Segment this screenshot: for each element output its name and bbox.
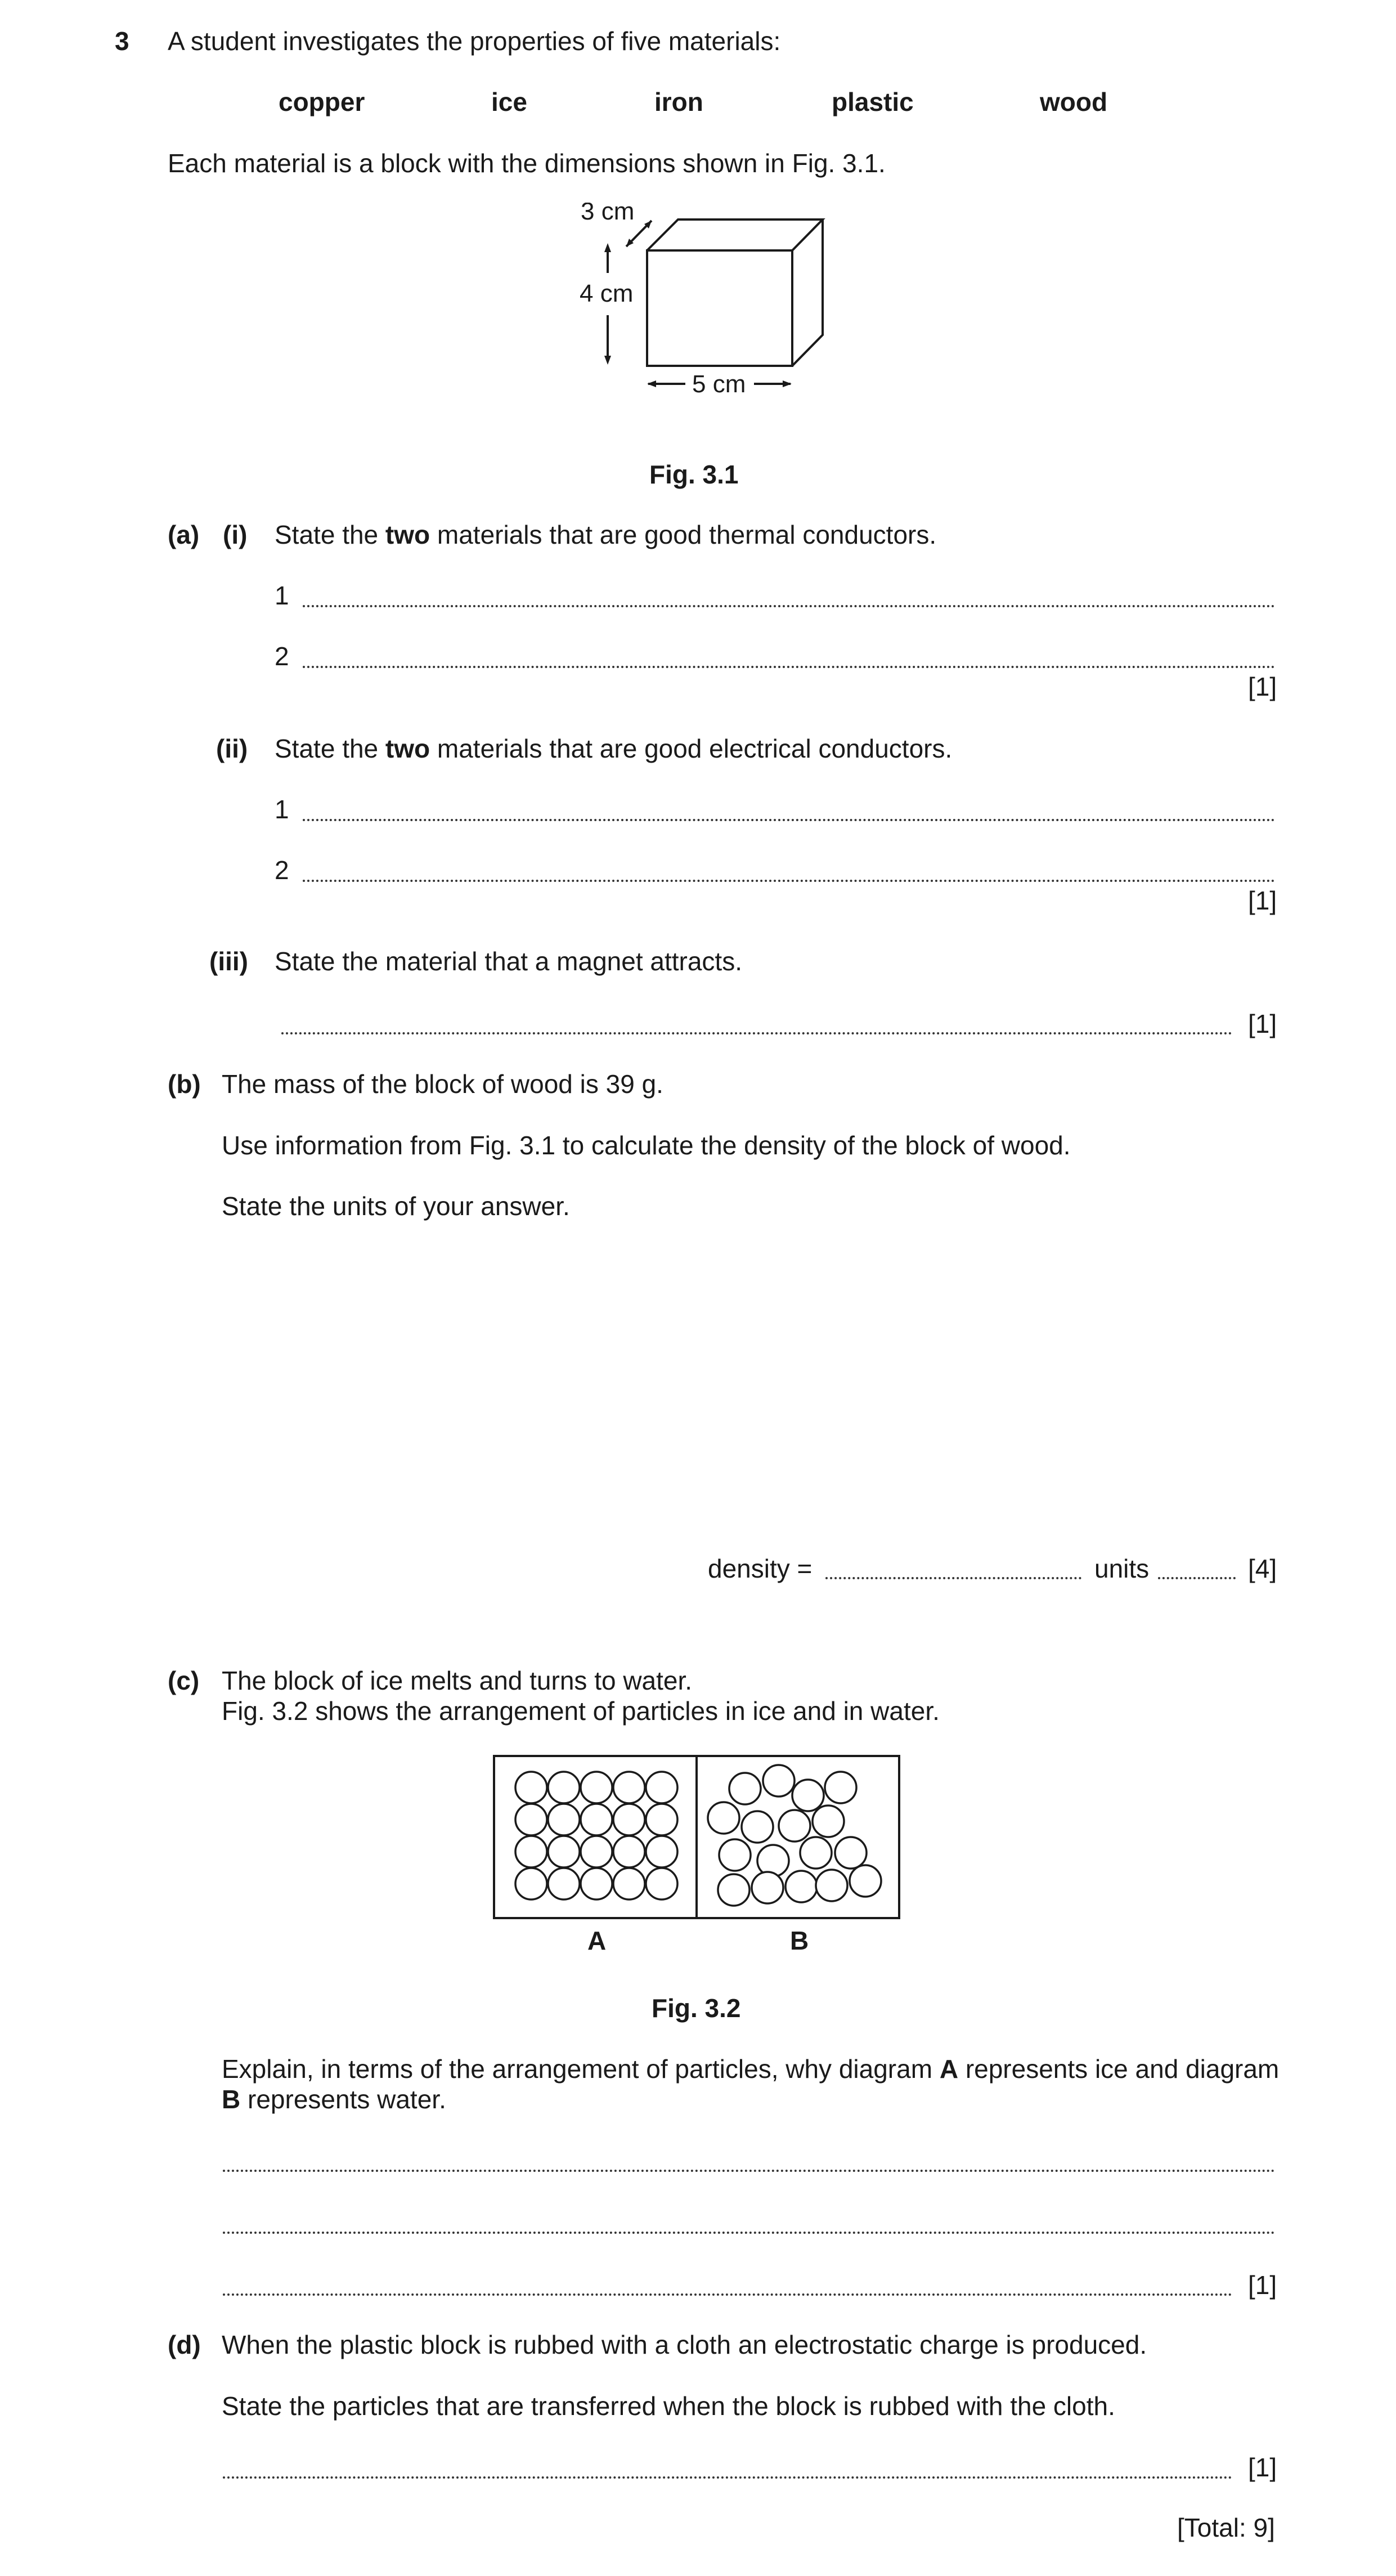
ice-particle [581, 1772, 612, 1803]
part-a-ii-line1-number: 1 [275, 795, 289, 824]
water-particle [792, 1780, 824, 1811]
part-a-i-line2-number: 2 [275, 642, 289, 671]
material-wood: wood [1040, 87, 1108, 117]
part-c-explain-line1: Explain, in terms of the arrangement of particles, why diagram A represents ice and diagram [222, 2054, 1280, 2084]
ice-particle [646, 1868, 677, 1899]
water-particle [779, 1810, 810, 1842]
part-a-label: (a) [168, 520, 200, 549]
ice-particle [613, 1772, 645, 1803]
water-particle [719, 1839, 751, 1871]
material-copper: copper [279, 87, 365, 117]
units-label: units [1094, 1554, 1150, 1583]
units-answer[interactable] [1158, 1577, 1236, 1579]
part-b-line2: Use information from Fig. 3.1 to calculate the density of the block of wood. [222, 1131, 1071, 1160]
part-d-label: (d) [168, 2330, 201, 2359]
part-c-answer-2[interactable] [223, 2232, 1275, 2234]
height-label: 4 cm [580, 280, 634, 307]
part-a-i-marks: [1] [1248, 672, 1277, 701]
part-a-ii-label: (ii) [216, 734, 248, 763]
block-front-face [647, 250, 792, 366]
fig-3-2-particle-diagram [493, 1755, 901, 1921]
water-particle [729, 1773, 761, 1804]
part-a-iii-answer[interactable] [281, 1032, 1232, 1034]
total-marks: [Total: 9] [1177, 2513, 1275, 2542]
ice-particle [515, 1804, 547, 1835]
part-b-line1: The mass of the block of wood is 39 g. [222, 1069, 663, 1099]
water-particle [708, 1802, 739, 1834]
part-b-label: (b) [168, 1069, 201, 1099]
ice-particle [515, 1868, 547, 1899]
part-a-ii-marks: [1] [1248, 886, 1277, 915]
ice-particle [515, 1836, 547, 1867]
ice-particle [581, 1868, 612, 1899]
ice-particle [646, 1804, 677, 1835]
part-c-label: (c) [168, 1666, 200, 1695]
ice-particle [515, 1772, 547, 1803]
diagram-b-label: B [790, 1926, 809, 1955]
diagram-a-label: A [587, 1926, 607, 1955]
part-d-marks: [1] [1248, 2453, 1277, 2482]
block-side-face [792, 219, 823, 366]
part-c-answer-3[interactable] [223, 2293, 1232, 2296]
water-particle [742, 1811, 773, 1843]
part-c-line2: Fig. 3.2 shows the arrangement of particles in ice and in water. [222, 1696, 940, 1726]
water-particle [813, 1806, 844, 1837]
water-particle [800, 1837, 832, 1869]
ice-particle [646, 1836, 677, 1867]
block-description: Each material is a block with the dimensions shown in Fig. 3.1. [168, 149, 886, 178]
part-c-marks: [1] [1248, 2270, 1277, 2300]
part-b-line3: State the units of your answer. [222, 1191, 570, 1221]
ice-particle [581, 1804, 612, 1835]
part-d-line1: When the plastic block is rubbed with a cloth an electrostatic charge is produced. [222, 2330, 1147, 2359]
ice-particle [613, 1868, 645, 1899]
part-a-ii-prompt: State the two materials that are good electrical conductors. [275, 734, 953, 763]
material-iron: iron [654, 87, 703, 117]
fig-3-1-caption: Fig. 3.1 [649, 460, 739, 489]
question-number: 3 [115, 26, 129, 56]
density-answer[interactable] [825, 1577, 1081, 1579]
question-intro: A student investigates the properties of five materials: [168, 26, 781, 56]
material-plastic: plastic [832, 87, 914, 117]
ice-particle [548, 1868, 580, 1899]
water-particle [825, 1772, 856, 1803]
water-particle [835, 1837, 867, 1869]
material-ice: ice [491, 87, 527, 117]
part-a-iii-prompt: State the material that a magnet attracts. [275, 947, 742, 976]
part-a-i-prompt: State the two materials that are good thermal conductors. [275, 520, 937, 549]
ice-particle [548, 1836, 580, 1867]
part-d-line2: State the particles that are transferred when the block is rubbed with the cloth. [222, 2391, 1115, 2421]
water-particle [785, 1871, 817, 1902]
part-a-ii-answer-2[interactable] [303, 880, 1275, 882]
part-a-i-answer-1[interactable] [303, 605, 1275, 607]
part-d-answer[interactable] [223, 2476, 1232, 2479]
density-label: density = [708, 1554, 813, 1583]
ice-particle [613, 1836, 645, 1867]
water-particle [718, 1874, 749, 1906]
part-c-line1: The block of ice melts and turns to water. [222, 1666, 693, 1695]
ice-particle [646, 1772, 677, 1803]
ice-particle [548, 1772, 580, 1803]
part-b-marks: [4] [1248, 1554, 1277, 1583]
part-a-i-label: (i) [223, 520, 248, 549]
ice-particle [581, 1836, 612, 1867]
part-a-i-answer-2[interactable] [303, 666, 1275, 668]
block-top-face [647, 219, 823, 250]
part-a-iii-marks: [1] [1248, 1009, 1277, 1038]
water-particle [816, 1870, 847, 1901]
part-c-explain-line2: B represents water. [222, 2085, 446, 2114]
water-particle [752, 1872, 783, 1903]
depth-label: 3 cm [581, 203, 635, 225]
water-particle [757, 1845, 789, 1876]
width-label: 5 cm [692, 370, 746, 398]
water-particle [850, 1865, 881, 1897]
part-a-ii-answer-1[interactable] [303, 819, 1275, 821]
fig-3-1-block-diagram [563, 203, 844, 405]
part-a-ii-line2-number: 2 [275, 855, 289, 885]
part-a-iii-label: (iii) [209, 947, 248, 976]
ice-particle [548, 1804, 580, 1835]
part-a-i-line1-number: 1 [275, 581, 289, 610]
water-particle [763, 1765, 794, 1797]
ice-particle [613, 1804, 645, 1835]
fig-3-2-caption: Fig. 3.2 [652, 1993, 741, 2023]
part-c-answer-1[interactable] [223, 2170, 1275, 2172]
